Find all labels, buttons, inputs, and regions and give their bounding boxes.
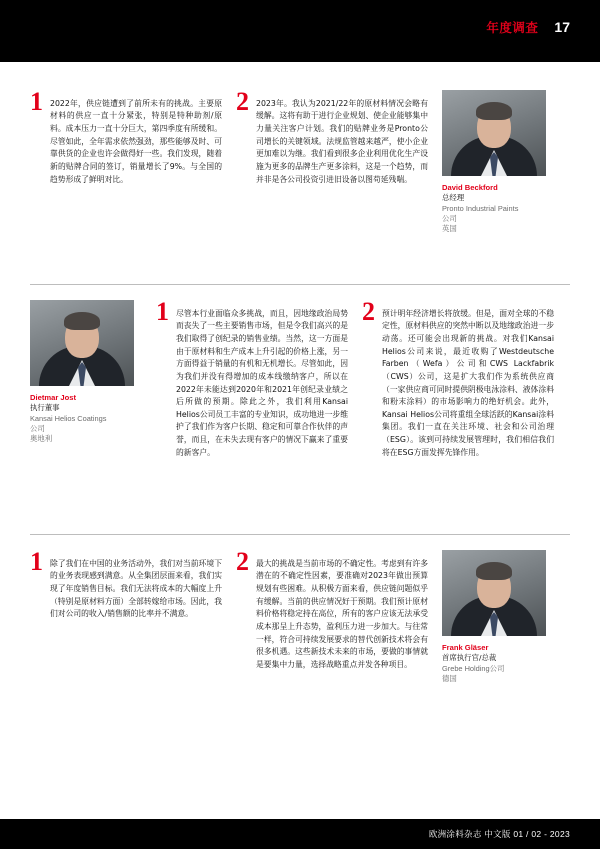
- avatar: [442, 90, 546, 176]
- header-content: [486, 18, 570, 36]
- person-role: 总经理: [442, 193, 465, 203]
- person-country: 奥地利: [30, 434, 53, 444]
- answer-paragraph: 预计明年经济增长将放缓。但是，面对全球的不稳定性，原材料供应的突然中断以及地缘政治进一步动荡。还可能会出现新的挑战。对我们Kansai Helios公司来说，最近收购了Westdeutsche Farben（Wefa）公司和CWS Lackfabrik（CWS）公司，这是扩大我们作为系统供应商（一家供应商可同时提供阴极电泳涂料、液体涂料和粉末涂料）的市场影响力的绝好机会。此外，Kansai Helios公司将重组全球活跃的Kansai涂料集团。我们一直在关注环境、社会和公司治理（ESG）。该到可持续发展管理时，我们相信我们将在ESG方面发挥先锋作用。: [382, 308, 554, 457]
- person-name: Frank Gläser: [442, 643, 489, 652]
- person-country: 德国: [442, 673, 457, 683]
- interview-block-beckford: [30, 87, 570, 235]
- person-card-beckford: [442, 90, 554, 235]
- person-company-line-1: Kansai Helios Coatings: [30, 413, 107, 423]
- question-numeral: 1: [30, 87, 43, 116]
- person-name: David Beckford: [442, 183, 498, 192]
- question-numeral: 2: [236, 87, 249, 116]
- answer-column-1: [30, 547, 222, 629]
- avatar: [442, 550, 546, 636]
- person-role: 执行董事: [30, 403, 60, 413]
- question-numeral: 1: [156, 297, 169, 326]
- answer-column-1: [30, 87, 222, 194]
- block-columns: [30, 547, 570, 684]
- answer-column-2: [362, 297, 554, 467]
- person-card-jost: [30, 300, 142, 445]
- page-number: 17: [554, 19, 570, 35]
- page-footer: [0, 819, 600, 849]
- person-country: 英国: [442, 224, 457, 234]
- interview-block-jost: [30, 297, 570, 467]
- person-company-line-1: Pronto Industrial Paints: [442, 203, 519, 213]
- answer-column-1: [156, 297, 348, 467]
- answer-paragraph: 2023年。我认为2021/22年的原材料情况会略有缓解。这将有助于进行企业规划、使企业能够集中力量关注客户计划。我们的贴牌业务是Pronto公司增长的关键领域。法规监管越来越严，使小企业更加难以为继。我们看到很多企业利用优化生产设施为更多的品牌生产更多涂料，这是一个趋势，而并非是各公司投资引进旧设备以图苟延残喘。: [256, 98, 428, 184]
- person-role: 首席执行官/总裁: [442, 653, 497, 663]
- answer-paragraph: 除了我们在中国的业务活动外，我们对当前环境下的业务表现感到满意。从全集团层面来看，我们实现了年度销售目标。我们无法将成本的大幅度上升（特别是原材料方面）全部转嫁给市场。因此，我们对公司的收入/销售额的比率并不满意。: [50, 558, 222, 619]
- block-columns: [30, 297, 570, 467]
- interview-block-glaeser: [30, 547, 570, 684]
- person-company: Grebe Holding公司: [442, 663, 505, 673]
- footer-publication-info: 欧洲涂料杂志 中文版 01 / 02 - 2023: [428, 829, 570, 839]
- answer-column-2: [236, 547, 428, 679]
- question-numeral: 2: [236, 547, 249, 576]
- answer-paragraph: 尽管本行业面临众多挑战，而且，因地缘政治局势而丧失了一些主要销售市场，但是令我们高兴的是我们取得了创纪录的销售业绩。当然，这一方面是由于原材料和生产成本上升引起的价格上涨，另一方面得益于销量的有机和无机增长。尽管如此，因为我们并没有得增加的成本线缴纳客户，所以在2022年未能达到2020年和2021年创纪录业绩之后所做的预期。除此之外，我们利用Kansai Helios公司员工丰富的专业知识，成功地进一步维护了我们作为客户长期、稳定和可靠合作伙伴的声誉，而且，在未失去现有客户的情况下赢来了重要的新客户。: [176, 308, 348, 457]
- question-numeral: 1: [30, 547, 43, 576]
- answer-column-2: [236, 87, 428, 194]
- article-content: [0, 62, 600, 819]
- avatar: [30, 300, 134, 386]
- block-columns: [30, 87, 570, 235]
- answer-paragraph: 2022年，供应链遭到了前所未有的挑战。主要原材料的供应一直十分紧张，特别是特种助剂/原料。成本压力一直十分巨大，第四季度有所缓和。尽管如此，全年需求依然强劲，那些能够及时、可靠供货的企业也许会做得好一些。我们发现，随着新的贴牌合同的签订，销量增长了9%。与全国的趋势形成了鲜明对比。: [50, 98, 222, 184]
- section-divider: [30, 534, 570, 535]
- person-card-glaeser: [442, 550, 554, 684]
- page-header: [0, 0, 600, 62]
- question-numeral: 2: [362, 297, 375, 326]
- section-divider: [30, 284, 570, 285]
- person-company-line-2: 公司: [30, 423, 45, 433]
- answer-paragraph: 最大的挑战是当前市场的不确定性。考虑到有许多潜在的不确定性因素，要准确对2023年做出预算规划有些困难。从积极方面来看，供应链问题似乎有缓解。当前的供应情况好于预期。我们预计原材料价格将稳定持在高位，所有的客户应该无法承受成本那呈上升态势，盈利压力进一步加大。与往常一样，符合可持续发展要求的替代创新技术将会有很多机遇。这些新技术未来的市场，要做的事情就是要集中力量，选择战略重点并发各种项目。: [256, 558, 428, 669]
- person-name: Dietmar Jost: [30, 393, 77, 402]
- section-title: 年度调查: [486, 21, 539, 35]
- person-company-line-2: 公司: [442, 213, 457, 223]
